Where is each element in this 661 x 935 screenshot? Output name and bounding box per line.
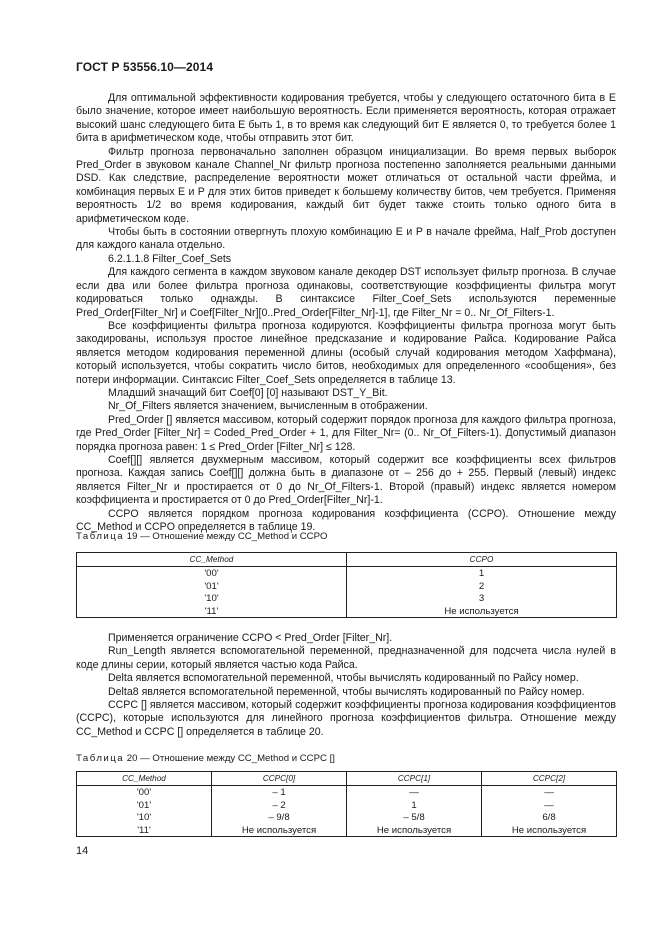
paragraph: CCPO является порядком прогноза кодирования коэффициента (CCPO). Отношение между CC_Method и CCPO определяется в таблице 19. xyxy=(76,507,616,533)
table-cell: 1 xyxy=(347,567,617,580)
table-cell: '11' xyxy=(77,605,347,618)
paragraph: Фильтр прогноза первоначально заполнен образцом инициализации. Во время первых выборок Pred_Order в звуковом канале Channel_Nr фильтр прогноза постепенно заполняется реальными данными DSD. Как следствие, распределение вероятности может отличаться от остальной части фрейма, и комбинация первых E и P для этих битов приведет к большему количеству битов, чем требуется. Применяя вероятность 1/2 во время кодирования, каждый бит будет также стоить только одного бита в арифметическом коде. xyxy=(76,145,616,225)
body-text-block-2 xyxy=(76,632,616,739)
table-row xyxy=(77,580,617,593)
table20-header-cc-method: CC_Method xyxy=(77,772,212,786)
table-row xyxy=(77,824,617,837)
table-cell: Не используется xyxy=(482,824,617,837)
table19-header-ccpo: CCPO xyxy=(347,553,617,567)
table-cell: 2 xyxy=(347,580,617,593)
table-cell: Не используется xyxy=(347,824,482,837)
table-row xyxy=(77,786,617,799)
table-cell: '00' xyxy=(77,567,347,580)
table-cell: – 2 xyxy=(212,799,347,812)
table19-header-cc-method: CC_Method xyxy=(77,553,347,567)
table-cell: '11' xyxy=(77,824,212,837)
table-cell: — xyxy=(482,786,617,799)
document-header: ГОСТ Р 53556.10—2014 xyxy=(76,60,214,74)
table-cell: – 1 xyxy=(212,786,347,799)
paragraph: CCPC [] является массивом, который содержит коэффициенты прогноза кодирования коэффициентов (CCPC), которые используются для линейного прогноза коэффициентов фильтра. Отношение между CC_Method и CCPC [] определяется в таблице 20. xyxy=(76,699,616,738)
table20-caption xyxy=(76,753,335,764)
table-20 xyxy=(76,771,617,837)
paragraph: Delta является вспомогательной переменной, чтобы вычислять кодированный по Райсу номер. xyxy=(108,672,579,685)
table-row xyxy=(77,592,617,605)
table-cell: – 9/8 xyxy=(212,811,347,824)
table-cell: 1 xyxy=(347,799,482,812)
table-row xyxy=(77,799,617,812)
table-cell: — xyxy=(347,786,482,799)
table-cell: '01' xyxy=(77,580,347,593)
table-cell: Не используется xyxy=(212,824,347,837)
table-cell: – 5/8 xyxy=(347,811,482,824)
table-cell: Не используется xyxy=(347,605,617,618)
table-cell: '01' xyxy=(77,799,212,812)
paragraph: Все коэффициенты фильтра прогноза кодируются. Коэффициенты фильтра прогноза могут быть закодированы, используя простое линейное предсказание и кодирование Райса. Кодирование Райса является методом кодирования переменной длины (особый случай кодирования методом Хаффмана), который используется, чтобы сократить число битов, необходимых для определенного «сообщения», без потери информации. Синтаксис Filter_Coef_Sets определяется в таблице 13. xyxy=(76,319,616,386)
table-cell: — xyxy=(482,799,617,812)
table-cell: 6/8 xyxy=(482,811,617,824)
table20-caption-label: Таблица xyxy=(76,753,125,764)
section-heading: 6.2.1.1.8 Filter_Coef_Sets xyxy=(108,252,232,265)
table-row xyxy=(77,605,617,618)
body-text-block-1 xyxy=(76,92,616,534)
table-cell: '00' xyxy=(77,786,212,799)
paragraph: Для оптимальной эффективности кодирования требуется, чтобы у следующего остаточного бита в E было значение, которое имеет наибольшую вероятность. Если применяется вероятность, которая отражает высокий шанс следующего бита E быть 1, в то время как следующий бит E является 0, то требуется более 1 бита в арифметическом коде, чтобы отправить этот бит. xyxy=(76,92,616,145)
page-number: 14 xyxy=(76,845,89,857)
table-cell: '10' xyxy=(77,592,347,605)
table-cell: '10' xyxy=(77,811,212,824)
table20-header-ccpc1: CCPC[1] xyxy=(347,772,482,786)
table-19 xyxy=(76,552,617,618)
paragraph: Delta8 является вспомогательной переменной, чтобы вычислять кодированный по Райсу номер. xyxy=(108,685,585,698)
table19-caption xyxy=(76,531,327,542)
table20-header-ccpc2: CCPC[2] xyxy=(482,772,617,786)
table19-caption-label: Таблица xyxy=(76,531,125,542)
table19-caption-text: 19 — Отношение между CC_Method и CCPO xyxy=(126,531,328,542)
paragraph: Nr_Of_Filters является значением, вычисленным в отображении. xyxy=(108,400,428,413)
paragraph: Pred_Order [] является массивом, который содержит порядок прогноза для каждого фильтра прогноза, где Pred_Order [Filter_Nr] = Coded_Pred_Order + 1, для Filter_Nr= (0.. Nr_Of_Filters-1). Допустимый диапазон порядка прогноза равен: 1 ≤ Pred_Order [Filter_Nr] ≤ 128. xyxy=(76,413,616,453)
table20-header-ccpc0: CCPC[0] xyxy=(212,772,347,786)
paragraph: Применяется ограничение CCPO < Pred_Order [Filter_Nr]. xyxy=(108,632,393,644)
paragraph: Младший значащий бит Coef[0] [0] называют DST_Y_Bit. xyxy=(108,386,388,399)
table-row xyxy=(77,567,617,580)
table-row xyxy=(77,811,617,824)
table-cell: 3 xyxy=(347,592,617,605)
table20-caption-text: 20 — Отношение между CC_Method и CCPC [] xyxy=(126,753,335,764)
paragraph: Run_Length является вспомогательной переменной, предназначенной для подсчета числа нулей в коде длины серии, который является частью кода Райса. xyxy=(76,645,616,671)
paragraph: Чтобы быть в состоянии отвергнуть плохую комбинацию E и P в начале фрейма, Half_Prob доступен для каждого канала отдельно. xyxy=(76,226,616,252)
paragraph: Coef[][] является двухмерным массивом, который содержит все коэффициенты всех фильтров прогноза. Каждая запись Coef[][] должна быть в диапазоне от – 256 до + 255. Первый (левый) индекс является Filter_Nr и простирается от 0 до Nr_Of_Filters-1. Второй (правый) индекс является номером коэффициента и простирается от 0 до Pred_Order[Filter_Nr]-1. xyxy=(76,453,616,507)
paragraph: Для каждого сегмента в каждом звуковом канале декодер DST использует фильтр прогноза. В случае если два или более фильтра прогноза одинаковы, соответствующие коэффициенты фильтра могут кодироваться только однажды. В синтаксисе Filter_Coef_Sets используются переменные Pred_Order[Filter_Nr] и Coef[Filter_Nr][0..Pred_Order[Filter_Nr]-1], где Filter_Nr = 0.. Nr_Of_Filters-1. xyxy=(76,266,616,319)
